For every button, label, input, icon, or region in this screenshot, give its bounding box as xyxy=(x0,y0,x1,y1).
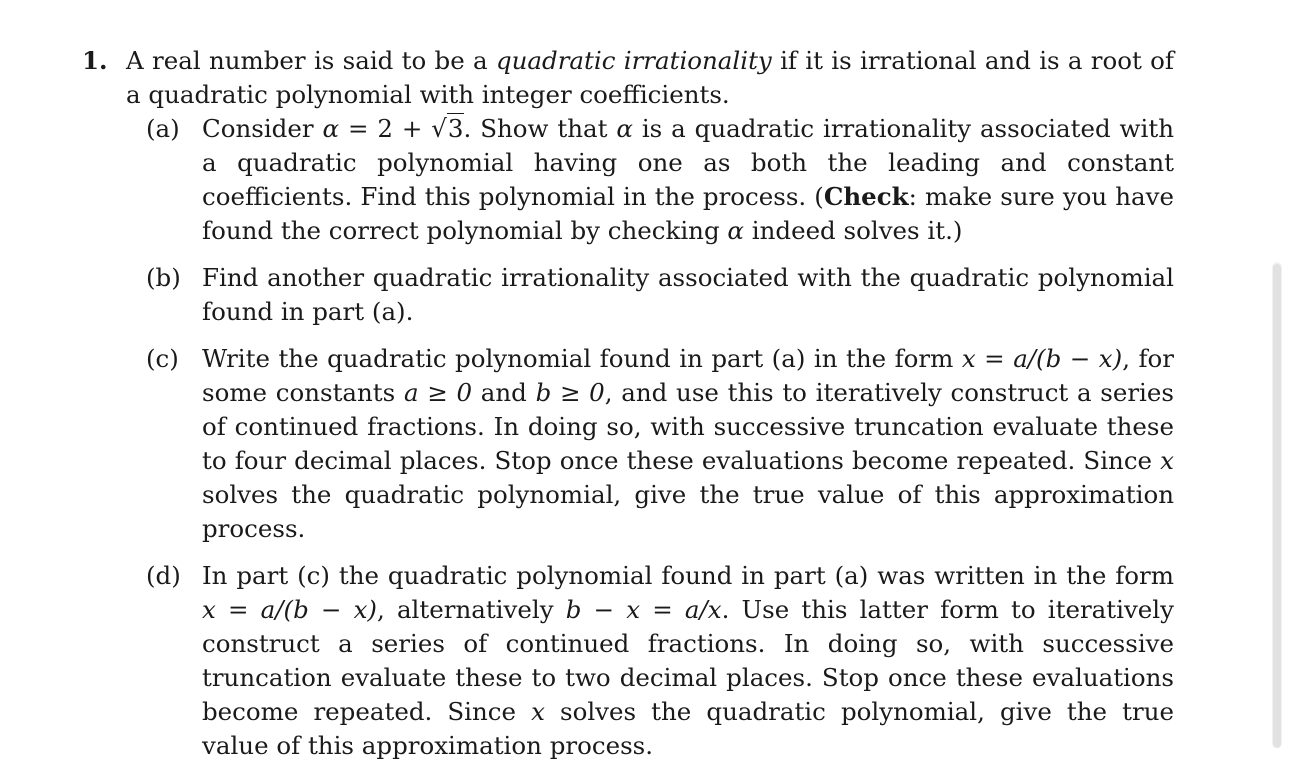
part-c-text-2: , for some constants xyxy=(202,344,1174,407)
part-d-label: (d) xyxy=(146,561,181,590)
part-b-text: Find another quadratic irrationality associated with the quadratic polynomial found in part (a). xyxy=(202,263,1174,326)
part-b-label: (b) xyxy=(146,263,181,292)
parts-list xyxy=(82,112,1174,763)
intro-term: quadratic irrationality xyxy=(495,46,772,75)
alpha-symbol: α xyxy=(322,114,340,143)
part-d-text-1: In part (c) the quadratic polynomial found in part (a) was written in the form xyxy=(202,561,1174,590)
scrollbar-thumb[interactable] xyxy=(1273,264,1281,748)
part-c-label: (c) xyxy=(146,344,179,373)
part-a-label: (a) xyxy=(146,114,180,143)
part-c-cond-b: b ≥ 0 xyxy=(535,378,605,407)
part-d-text-4: solves the quadratic polynomial, give the true value of this approximation process. xyxy=(202,697,1174,760)
part-a-text-2: . Show that xyxy=(463,114,608,143)
part-d-text-2: , alternatively xyxy=(377,595,554,624)
problem-1 xyxy=(82,44,1174,763)
x-variable: x xyxy=(1160,446,1174,475)
part-d-text-3: . Use this latter form to iteratively construct a series of continued fractions. In doing so, with successive truncation evaluate these to two decimal places. Stop once these evaluations become repeated. Since xyxy=(202,595,1174,726)
problem-number: 1. xyxy=(82,46,108,75)
part-d-form-2: b − x = a/x xyxy=(565,595,722,624)
intro-text-2: if it is irrational and is a root of a quadratic polynomial with integer coefficients. xyxy=(126,46,1174,109)
sqrt-expression xyxy=(431,113,463,143)
part-c-form: x = a/(b − x) xyxy=(961,344,1123,373)
part-a-text-4: : make sure you have found the correct polynomial by checking xyxy=(202,182,1174,245)
alpha-symbol: α xyxy=(616,114,633,143)
part-a-text-1: Consider xyxy=(202,114,314,143)
check-keyword: Check xyxy=(823,182,909,211)
intro-text-1: A real number is said to be a xyxy=(126,46,488,75)
part-a xyxy=(146,112,1174,248)
alpha-symbol: α xyxy=(727,216,744,245)
part-a-text-5: indeed solves it.) xyxy=(751,216,963,245)
problem-intro xyxy=(126,44,1174,112)
part-c-cond-a: a ≥ 0 xyxy=(403,378,473,407)
part-d-form-1: x = a/(b − x) xyxy=(202,595,377,624)
part-a-equation: = 2 + xyxy=(347,114,423,143)
part-c-text-1: Write the quadratic polynomial found in part (a) in the form xyxy=(202,344,954,373)
sqrt-argument: 3 xyxy=(447,114,464,143)
sqrt-sign: √ xyxy=(431,114,447,143)
part-c xyxy=(146,342,1174,546)
part-c-text-3: , and use this to iteratively construct a series of continued fractions. In doing so, with successive truncation evaluate these to four decimal places. Stop once these evaluations become repeated. Since xyxy=(202,378,1174,475)
part-c-and: and xyxy=(480,378,527,407)
part-c-text-4: solves the quadratic polynomial, give the true value of this approximation process. xyxy=(202,480,1174,543)
part-a-text-3: is a quadratic irrationality associated with a quadratic polynomial having one as both the leading and constant coefficients. Find this polynomial in the process. ( xyxy=(202,114,1174,211)
part-d xyxy=(146,559,1174,763)
x-variable: x xyxy=(531,697,545,726)
part-b xyxy=(146,261,1174,329)
